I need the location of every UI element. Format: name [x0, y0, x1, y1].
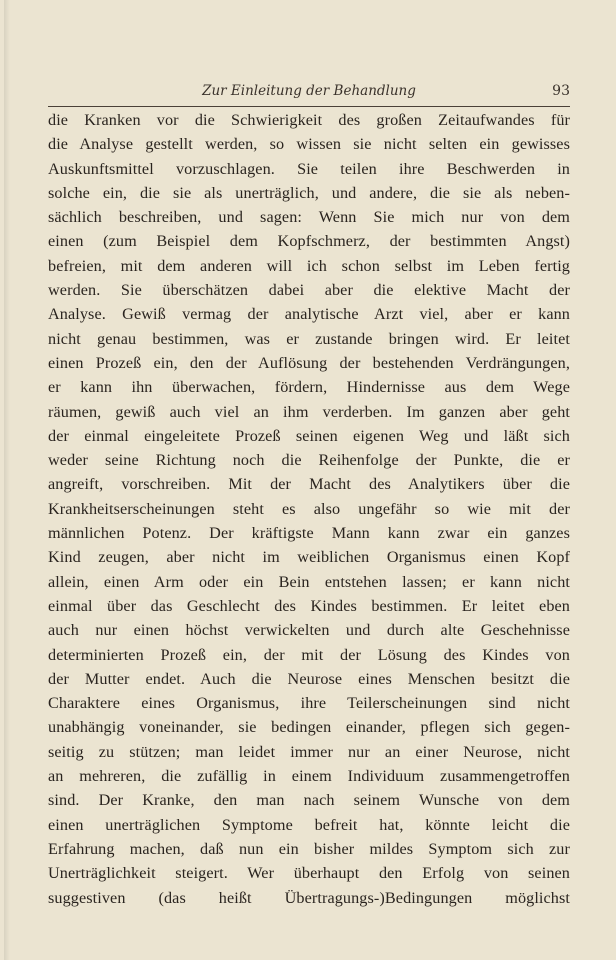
running-header [48, 80, 570, 107]
text-line: der einmal eingeleitete Prozeß seinen eigenen Weg und läßt sich [48, 426, 570, 445]
text-line: allein, einen Arm oder ein Bein entstehen lassen; er kann nicht [48, 572, 570, 591]
text-line: angreift, vorschreiben. Mit der Macht des Analytikers über die [48, 475, 570, 494]
text-line: die Kranken vor die Schwierigkeit des großen Zeitaufwandes für [48, 111, 570, 129]
text-line: determinierten Prozeß ein, der mit der Lösung des Kindes von [48, 645, 570, 664]
text-line: solche ein, die sie als unerträglich, und andere, die sie als neben- [48, 183, 570, 202]
text-line: einen (zum Beispiel dem Kopfschmerz, der bestimmten Angst) [48, 232, 570, 251]
text-line: Auskunftsmittel vorzuschlagen. Sie teilen ihre Beschwerden in [48, 159, 570, 178]
text-line: nicht genau bestimmen, was er zustande bringen wird. Er leitet [48, 329, 570, 348]
text-line: Unerträglichkeit steigert. Wer überhaupt den Erfolg von seinen [48, 864, 570, 883]
text-line: unabhängig voneinander, sie bedingen einander, pflegen sich gegen- [48, 718, 570, 737]
text-line: werden. Sie überschätzen dabei aber die elektive Macht der [48, 281, 570, 300]
text-line: Krankheitserscheinungen steht es also ungefähr so wie mit der [48, 499, 570, 518]
running-title: Zur Einleitung der Behandlung [202, 83, 416, 99]
text-line: Erfahrung machen, daß nun ein bisher mildes Symptom sich zur [48, 839, 570, 858]
text-line: Charaktere eines Organismus, ihre Teilerscheinungen sind nicht [48, 694, 570, 713]
text-line: der Mutter endet. Auch die Neurose eines Menschen besitzt die [48, 669, 570, 688]
text-line: einmal über das Geschlecht des Kindes bestimmen. Er leitet eben [48, 596, 570, 615]
text-line: einen unerträglichen Symptome befreit hat, könnte leicht die [48, 815, 570, 834]
gutter-shadow [4, 0, 10, 960]
text-line: an mehreren, die zufällig in einem Individuum zusammengetroffen [48, 767, 570, 786]
text-line: suggestiven (das heißt Übertragungs-)Bedingungen möglichst [48, 888, 570, 907]
text-line: männlichen Potenz. Der kräftigste Mann kann zwar ein ganzes [48, 524, 570, 543]
text-line: befreien, mit dem anderen will ich schon selbst im Leben fertig [48, 256, 570, 275]
text-line: auch nur einen höchst verwickelten und durch alte Geschehnisse [48, 621, 570, 640]
text-line: sind. Der Kranke, den man nach seinem Wunsche von dem [48, 791, 570, 810]
text-line: Kind zeugen, aber nicht im weiblichen Organismus einen Kopf [48, 548, 570, 567]
text-line: weder seine Richtung noch die Reihenfolge der Punkte, die er [48, 451, 570, 470]
page-number: 93 [552, 83, 570, 99]
body-text [48, 108, 570, 910]
text-line: er kann ihn überwachen, fördern, Hindernisse aus dem Wege [48, 378, 570, 397]
text-line: räumen, gewiß auch viel an ihm verderben. Im ganzen aber geht [48, 402, 570, 421]
text-line: Analyse. Gewiß vermag der analytische Arzt viel, aber er kann [48, 305, 570, 324]
text-line: seitig zu stützen; man leidet immer nur an einer Neurose, nicht [48, 742, 570, 761]
text-line: sächlich beschreiben, und sagen: Wenn Sie mich nur von dem [48, 208, 570, 227]
text-line: die Analyse gestellt werden, so wissen sie nicht selten ein gewisses [48, 135, 570, 154]
text-line: einen Prozeß ein, den der Auflösung der bestehenden Verdrängungen, [48, 353, 570, 372]
